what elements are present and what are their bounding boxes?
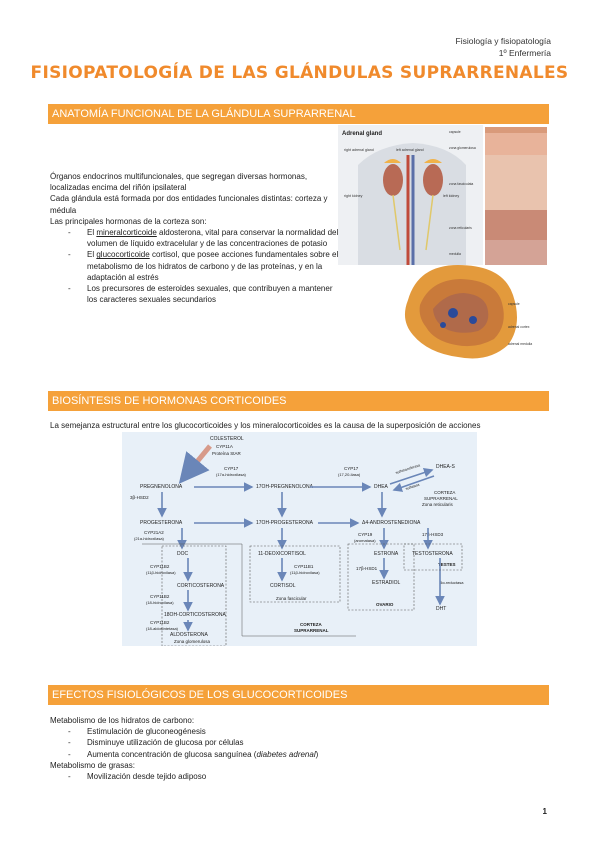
- enzyme-cyp11b2-b: CYP11B2: [150, 594, 170, 599]
- node-testosterona: TESTOSTERONA: [412, 551, 453, 557]
- label-suprarrenal-top: SUPRARRENAL: [424, 496, 458, 501]
- node-colesterol: COLESTEROL: [210, 436, 244, 442]
- node-aldosterona: ALDOSTERONA: [170, 632, 208, 638]
- list-item: - Estimulación de gluconeogénesis: [68, 727, 206, 737]
- node-cortisol: CORTISOL: [270, 583, 296, 589]
- enzyme-cyp11b1: CYP11B1: [294, 564, 314, 569]
- term-glucocorticoide: glucocorticoide: [96, 250, 150, 260]
- paragraph: Órganos endocrinos multifuncionales, que segregan diversas hormonas, localizadas encima del riñón ipsilateral: [50, 172, 308, 193]
- paragraph: Cada glándula está formada por dos entidades funcionales distintas: corteza y médula: [50, 194, 328, 215]
- label-zona-reticularis: Zona reticularis: [422, 502, 453, 507]
- section-heading-anatomia: ANATOMÍA FUNCIONAL DE LA GLÁNDULA SUPRARRENAL: [48, 104, 549, 124]
- biosintesis-text: La semejanza estructural entre los glucocorticoides y los mineralocorticoides es la causa de la superposición de acciones: [50, 421, 481, 430]
- section-heading-efectos: EFECTOS FISIOLÓGICOS DE LOS GLUCOCORTICOIDES: [48, 685, 549, 705]
- enzyme-cyp21a2-sub: (21α-hidroxilasa): [134, 536, 164, 541]
- enzyme-cyp11b2-a-sub: (11β-hidroxilasa): [146, 570, 176, 575]
- enzyme-cyp11b2-c: CYP11B2: [150, 620, 170, 625]
- section-anatomia-text: [50, 171, 340, 305]
- label-adrenal-cortex: adrenal cortex: [508, 325, 530, 329]
- node-pregnenolona: PREGNENOLONA: [140, 484, 183, 490]
- node-dhea: DHEA: [374, 484, 388, 490]
- paragraph: Las principales hormonas de la corteza son:: [50, 216, 207, 226]
- subheading: Metabolismo de los hidratos de carbono:: [50, 716, 195, 725]
- label-capsule-section: capsule: [508, 302, 520, 306]
- term-diabetes-adrenal: diabetes adrenal: [256, 749, 316, 759]
- enzyme-cyp11b2-b-sub: (18-hidroxilasa): [146, 600, 174, 605]
- enzyme-cyp17b-sub: (17,20-liasa): [338, 472, 361, 477]
- label-adrenal-medulla: adrenal medulla: [508, 342, 533, 346]
- label-testes: TESTES: [438, 562, 456, 567]
- list-item: - El glucocorticoide cortisol, que posee acciones fundamentales sobre el metabolismo de los hidratos de carbono y de las proteínas, y en la adaptación al estrés: [68, 250, 339, 282]
- enzyme-cyp11a: CYP11A: [216, 444, 233, 449]
- page-number: 1: [542, 807, 547, 816]
- label-zona-glomerulosa: zona glomerulosa: [449, 146, 476, 150]
- label-corteza-bottom: CORTEZA: [300, 622, 322, 627]
- node-17oh-pregnenolona: 17OH-PREGNENOLONA: [256, 484, 313, 490]
- node-dht: DHT: [436, 606, 447, 612]
- subheading: Metabolismo de grasas:: [50, 760, 135, 770]
- enzyme-17b-hsd1: 17β-HSD1: [356, 566, 378, 571]
- label-right-adrenal: right adrenal gland: [344, 148, 374, 152]
- adrenal-anatomy-figure: [338, 125, 549, 368]
- enzyme-17b-hsd3: 17β-HSD3: [422, 532, 444, 537]
- label-left-kidney: left kidney: [443, 194, 460, 198]
- label-left-adrenal: left adrenal gland: [396, 148, 424, 152]
- node-18oh-corticosterona: 18OH-CORTICOSTERONA: [164, 612, 226, 618]
- enzyme-cyp17b: CYP17: [344, 466, 359, 471]
- node-androstenediona: Δ4-ANDROSTENEDIONA: [362, 520, 421, 526]
- term-mineralcorticoide: mineralcorticoide: [96, 228, 157, 238]
- list-item: - Los precursores de esteroides sexuales, que contribuyen a mantener los caracteres sexuales secundarios: [68, 284, 333, 305]
- header-course: 1º Enfermería: [498, 48, 551, 58]
- page-title: FISIOPATOLOGÍA DE LAS GLÁNDULAS SUPRARRENALES: [30, 63, 569, 83]
- node-11-deoxicortisol: 11-DEOXICORTISOL: [258, 551, 306, 557]
- label-right-kidney: right kidney: [344, 194, 363, 198]
- section-efectos-text: [50, 715, 550, 782]
- enzyme-cyp21a2: CYP21A2: [144, 530, 164, 535]
- section-heading-biosintesis: BIOSÍNTESIS DE HORMONAS CORTICOIDES: [48, 391, 549, 411]
- page-header: [456, 35, 551, 59]
- enzyme-cyp19-sub: (aromatasa): [354, 538, 376, 543]
- enzyme-5a-reductasa: 5α-reductasa: [440, 580, 464, 585]
- node-progesterona: PROGESTERONA: [140, 520, 183, 526]
- list-item: - Movilización desde tejido adiposo: [68, 772, 207, 782]
- enzyme-sulfotransferasa: sulfotransferasa: [395, 463, 421, 475]
- label-corteza-top: CORTEZA: [434, 490, 456, 495]
- enzyme-sulfatasa: sulfatasa: [405, 482, 420, 491]
- enzyme-cyp17a: CYP17: [224, 466, 239, 471]
- node-estradiol: ESTRADIOL: [372, 580, 401, 586]
- list-item: - Aumenta concentración de glucosa sanguínea (diabetes adrenal): [68, 749, 319, 759]
- label-capsule: capsule: [449, 130, 461, 134]
- node-corticosterona: CORTICOSTERONA: [177, 583, 225, 589]
- node-17oh-progesterona: 17OH-PROGESTERONA: [256, 520, 313, 526]
- label-star: Proteína StAR: [212, 451, 241, 456]
- label-ovario: OVARIO: [376, 602, 394, 607]
- enzyme-cyp17a-sub: (17α-hidroxilasa): [216, 472, 246, 477]
- label-zona-fasciculata: zona fasciculata: [449, 182, 474, 186]
- steroid-biosynthesis-diagram: [122, 432, 477, 646]
- enzyme-3b-hsd2: 3β-HSD2: [130, 495, 149, 500]
- label-zona-reticularis: zona reticularis: [449, 226, 472, 230]
- label-adrenal-gland: Adrenal gland: [342, 131, 383, 137]
- list-item: - El mineralcorticoide aldosterona, vital para conservar la normalidad del volumen de líquido extracelular y de las concentraciones de potasio: [68, 228, 339, 249]
- node-doc: DOC: [177, 551, 189, 557]
- label-suprarrenal-bottom: SUPRARRENAL: [294, 628, 329, 633]
- label-medulla: medulla: [449, 252, 461, 256]
- label-zona-fascicular: Zona fascicular: [276, 596, 307, 601]
- list-item: - Disminuye utilización de glucosa por células: [68, 738, 244, 748]
- label-zona-glomerulosa: Zona glomerulosa: [174, 639, 211, 644]
- enzyme-cyp19: CYP19: [358, 532, 373, 537]
- enzyme-cyp11b1-sub: (11β-hidroxilasa): [290, 570, 320, 575]
- header-subject: Fisiología y fisiopatología: [455, 36, 551, 46]
- node-dhea-s: DHEA-S: [436, 464, 455, 470]
- node-estrona: ESTRONA: [374, 551, 399, 557]
- enzyme-cyp11b2-a: CYP11B2: [150, 564, 170, 569]
- enzyme-cyp11b2-c-sub: (18-aldosintetasa): [146, 626, 179, 631]
